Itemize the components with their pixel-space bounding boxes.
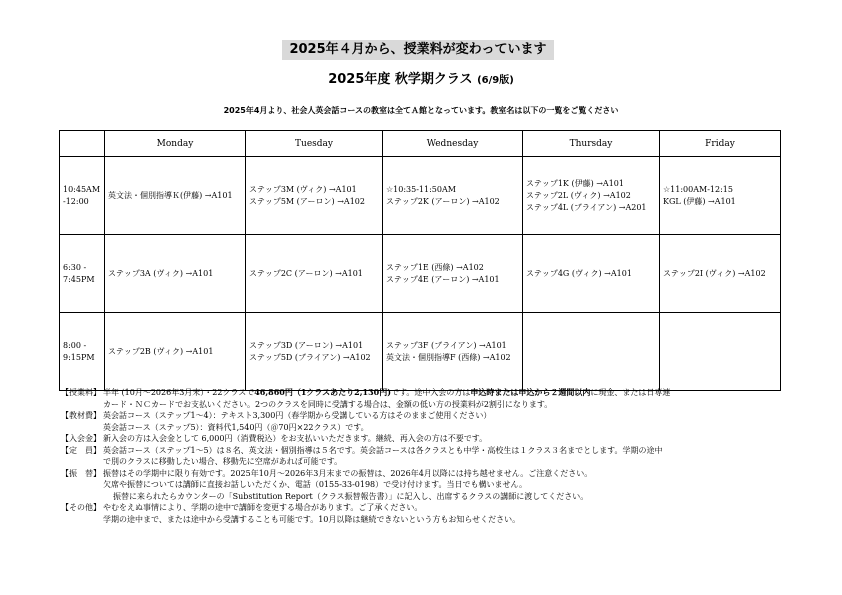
time-start: 8:00 -: [63, 340, 87, 350]
class-entry: ステップ4L (ブライアン) →A201: [526, 202, 647, 212]
textbook-note: [61, 410, 781, 422]
class-entry: ステップ2B (ヴィク) →A101: [108, 346, 214, 356]
note-text: 振替はその学期中に限り有効です。2025年10月～2026年3月末までの振替は、2026年4月以降には持ち越せません。ご注意ください。: [103, 468, 593, 478]
class-entry: ステップ5M (アーロン) →A102: [249, 196, 365, 206]
time-end: 7:45PM: [63, 274, 95, 284]
time-cell: [60, 157, 105, 235]
note-label: 【授業料】: [61, 388, 101, 397]
class-entry: 英文法・個別指導Ｋ(伊藤) →A101: [108, 190, 233, 200]
note-text: 新入会の方は入会金として 6,000円（消費税込）をお支払いいただきます。継続、再入会の方は不要です。: [103, 434, 488, 443]
class-cell: [105, 235, 246, 313]
day-header: Monday: [105, 131, 246, 157]
other-note-cont: 学期の途中まで、または途中から受講することも可能です。10月以降は継続できないという方もお知らせください。: [103, 514, 521, 524]
class-entry: 英文法・個別指導F (西條) →A102: [386, 352, 511, 362]
class-entry: ステップ2I (ヴィク) →A102: [663, 268, 766, 278]
special-time: ☆11:00AM-12:15: [663, 184, 733, 194]
fee-text: です。途中入会の方は: [391, 388, 471, 397]
time-cell: [60, 313, 105, 391]
substitution-note-cont: 欠席や振替については講師に直接お話しいただくか、電話（0155-33-0198）で受け付けます。当日でも構いません。: [103, 480, 527, 489]
note-text: [103, 387, 781, 399]
substitution-note-cont: 振替に来られたらカウンターの「Substitution Report（クラス振替報告書）」に記入し、出席するクラスの講師に渡してください。: [113, 491, 589, 501]
fee-note: [61, 387, 781, 399]
day-header: Friday: [660, 131, 781, 157]
textbook-note-cont: 英会話コース（ステップ5）：資料代1,540円（＠70円×22クラス）です。: [103, 422, 369, 432]
class-cell: [246, 235, 383, 313]
class-cell: [523, 157, 660, 235]
time-end: 9:15PM: [63, 352, 95, 362]
note-label: 【教材費】: [61, 411, 101, 420]
note-label: 【入会金】: [61, 434, 101, 443]
note-label: 【その他】: [61, 503, 101, 512]
class-cell: [383, 157, 523, 235]
notes-section: [61, 387, 781, 525]
capacity-note: [61, 445, 781, 457]
class-cell: [105, 157, 246, 235]
fee-deadline: 申込時または申込から２週間以内: [470, 387, 591, 397]
class-entry: ステップ2C (アーロン) →A101: [249, 268, 363, 278]
note-text: やむをえぬ事情により、学期の途中で講師を変更する場合があります。ご了承ください。: [103, 503, 423, 512]
fee-amount: 46,860円（1クラスあたり2,130円): [254, 387, 392, 397]
special-time: ☆10:35-11:50AM: [386, 184, 456, 194]
class-entry: ステップ3F (ブライアン) →A101: [386, 340, 507, 350]
class-entry: ステップ2L (ヴィク) →A102: [526, 190, 631, 200]
class-cell: [105, 313, 246, 391]
time-cell: [60, 235, 105, 313]
class-cell: [383, 235, 523, 313]
day-header: Tuesday: [246, 131, 383, 157]
fee-note-cont: カード・ＮＣカードでお支払いください。2つのクラスを同時に受講する場合は、金額の低い方の授業料が2割引になります。: [103, 399, 553, 409]
class-cell: [660, 157, 781, 235]
class-entry: ステップ3M (ヴィク) →A101: [249, 184, 357, 194]
class-cell: [246, 313, 383, 391]
page-title: [0, 68, 842, 87]
class-entry: ステップ1E (西條) →A102: [386, 262, 484, 272]
other-note: [61, 502, 781, 514]
note-label: 【振 替】: [61, 468, 101, 478]
header-row: [60, 131, 781, 157]
entry-fee-note: [61, 433, 781, 445]
class-entry: ステップ5D (ブライアン) →A102: [249, 352, 371, 362]
title-text: 2025年度 秋学期クラス: [328, 72, 473, 87]
table-row: [60, 157, 781, 235]
note-text: 英会話コース（ステップ1～5）は８名、英文法・個別指導は５名です。英会話コースは各クラスとも中学・高校生は１クラス３名までとします。学期の途中: [103, 445, 663, 455]
class-entry: ステップ4E (アーロン) →A101: [386, 274, 500, 284]
table-row: [60, 313, 781, 391]
schedule-table: [59, 130, 781, 391]
time-start: 10:45AM: [63, 184, 101, 194]
version-label: (6/9版): [477, 75, 514, 86]
class-cell: [523, 235, 660, 313]
class-cell: [383, 313, 523, 391]
class-cell: [660, 235, 781, 313]
class-entry: ステップ2K (アーロン) →A102: [386, 196, 500, 206]
capacity-note-cont: で別のクラスに移動したい場合、移動先に空席があれば可能です。: [103, 457, 343, 466]
table-row: [60, 235, 781, 313]
note-text: 英会話コース（ステップ1～4）：テキスト3,300円（春学期から受講している方はそのままご使用ください）: [103, 411, 492, 420]
empty-cell: [660, 313, 781, 391]
notice-banner: 2025年４月から、授業料が変わっています: [282, 40, 554, 60]
day-header: Thursday: [523, 131, 660, 157]
fee-text: 半年 (10月～2026年3月末）・22クラスで: [103, 388, 255, 397]
class-entry: ステップ1K (伊藤) →A101: [526, 178, 624, 188]
day-header: Wednesday: [383, 131, 523, 157]
intro-text: 2025年4月より、社会人英会話コースの教室は全てＡ館となっています。教室名は以下の一覧をご覧ください: [223, 106, 619, 115]
note-label: 【定 員】: [61, 445, 101, 455]
corner-cell: [60, 131, 105, 157]
class-cell: [246, 157, 383, 235]
time-end: -12:00: [63, 196, 89, 206]
class-entry: KGL (伊藤) →A101: [663, 196, 736, 206]
empty-cell: [523, 313, 660, 391]
class-entry: ステップ3A (ヴィク) →A101: [108, 268, 214, 278]
time-start: 6:30 -: [63, 262, 87, 272]
substitution-note: [61, 468, 781, 480]
class-entry: ステップ4G (ヴィク) →A101: [526, 268, 632, 278]
fee-text: に現金、または日専連: [590, 388, 671, 397]
class-entry: ステップ3D (アーロン) →A101: [249, 340, 364, 350]
